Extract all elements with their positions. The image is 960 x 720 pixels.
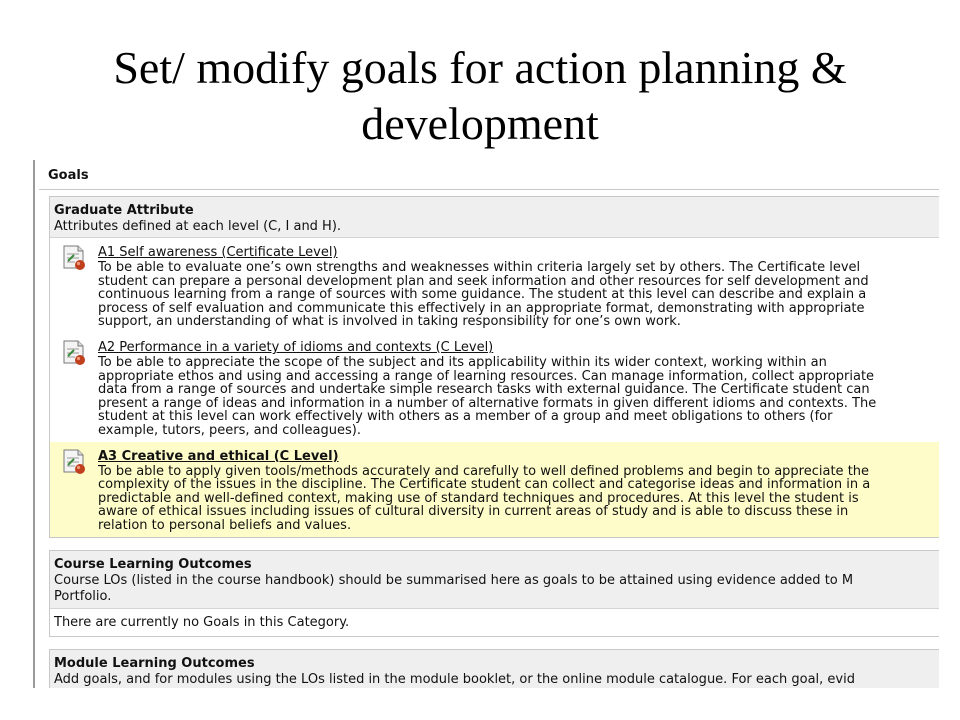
goal-link-a2[interactable]: A2 Performance in a variety of idioms and contexts (C Level) (98, 339, 494, 355)
goal-a2-line: example, tutors, peers, and colleagues). (98, 422, 361, 438)
goal-a3-line: relation to personal beliefs and values. (98, 517, 352, 533)
goal-a1-line: process of self evaluation and communicate this effectively in an appropriate format, demonstrating with appropriate (98, 300, 865, 316)
goal-description-a2 (98, 356, 939, 438)
graduate-attribute-description: Attributes defined at each level (C, I and H). (54, 219, 342, 234)
goal-a2-line: appropriate ethos and using and accessing a range of learning resources. Can manage information, collect appropriate (98, 368, 875, 384)
goal-a1-line: student can prepare a personal development plan and seek information and other resources for self development and (98, 273, 869, 289)
graduate-attribute-section (49, 196, 939, 538)
course-lo-section (49, 550, 939, 637)
goal-a2-line: present a range of ideas and information in a number of alternative formats in given different idioms and contexts. The (98, 395, 877, 411)
goals-panel-title: Goals (39, 160, 939, 190)
slide-title-line1: Set/ modify goals for action planning & (113, 42, 847, 93)
course-lo-empty-note: There are currently no Goals in this Category. (50, 608, 939, 636)
goal-a1-line: continuous learning from a range of sources with some guidance. The student at this level can describe and explain a (98, 287, 867, 303)
goals-panel (39, 160, 939, 688)
module-lo-header (50, 650, 939, 689)
goal-a3-line: predictable and well-defined context, making use of standard techniques and procedures. At this level the student is (98, 490, 859, 506)
goal-a3-line: To be able to apply given tools/methods accurately and carefully to well defined problems and begin to appreciate the (98, 463, 870, 479)
course-lo-header (50, 551, 939, 608)
module-lo-section (49, 649, 939, 689)
goal-document-icon (62, 448, 88, 476)
goal-a1-line: To be able to evaluate one’s own strengths and weaknesses within criteria largely set by others. The Certificate level (98, 260, 861, 275)
goals-screenshot (33, 160, 939, 688)
goal-document-icon (62, 339, 88, 367)
slide-title-line2: development (361, 98, 599, 149)
goal-a2-line: student at this level can work effectively with others as a member of a group and meet obligations to others (for (98, 409, 833, 425)
goal-a1-line: support, an understanding of what is involved in taking responsibility for one’s own work. (98, 314, 681, 330)
graduate-attribute-header (50, 197, 939, 238)
goal-description-a1 (98, 261, 939, 329)
course-lo-description-line2: Portfolio. (54, 588, 112, 604)
goal-document-icon (62, 244, 88, 272)
goal-description-a3 (98, 465, 939, 533)
goal-a3-line: aware of ethical issues including issues of cultural diversity in current areas of study and is able to discuss these in (98, 504, 849, 520)
course-lo-description-line1: Course LOs (listed in the course handbook) should be summarised here as goals to be attained using evidence added to M (54, 572, 854, 588)
goal-item-a3 (50, 442, 939, 537)
goal-link-a1[interactable]: A1 Self awareness (Certificate Level) (98, 245, 338, 260)
goal-item-a1 (50, 238, 939, 333)
goal-a2-line: data from a range of sources and undertake simple research tasks with external guidance. The Certificate student can (98, 382, 870, 398)
course-lo-title: Course Learning Outcomes (54, 556, 252, 572)
goal-a2-line: To be able to appreciate the scope of the subject and its applicability within its wider context, working within an (98, 354, 827, 370)
goal-a3-line: complexity of the issues in the discipline. The Certificate student can collect and categorise ideas and information in a (98, 477, 871, 493)
module-lo-description-line1: Add goals, and for modules using the LOs listed in the module booklet, or the online module catalogue. For each goal, evid (54, 671, 855, 687)
graduate-attribute-title: Graduate Attribute (54, 203, 194, 218)
goal-item-a2 (50, 333, 939, 442)
module-lo-title: Module Learning Outcomes (54, 655, 255, 671)
slide-title (0, 40, 960, 152)
goal-link-a3[interactable]: A3 Creative and ethical (C Level) (98, 448, 339, 464)
